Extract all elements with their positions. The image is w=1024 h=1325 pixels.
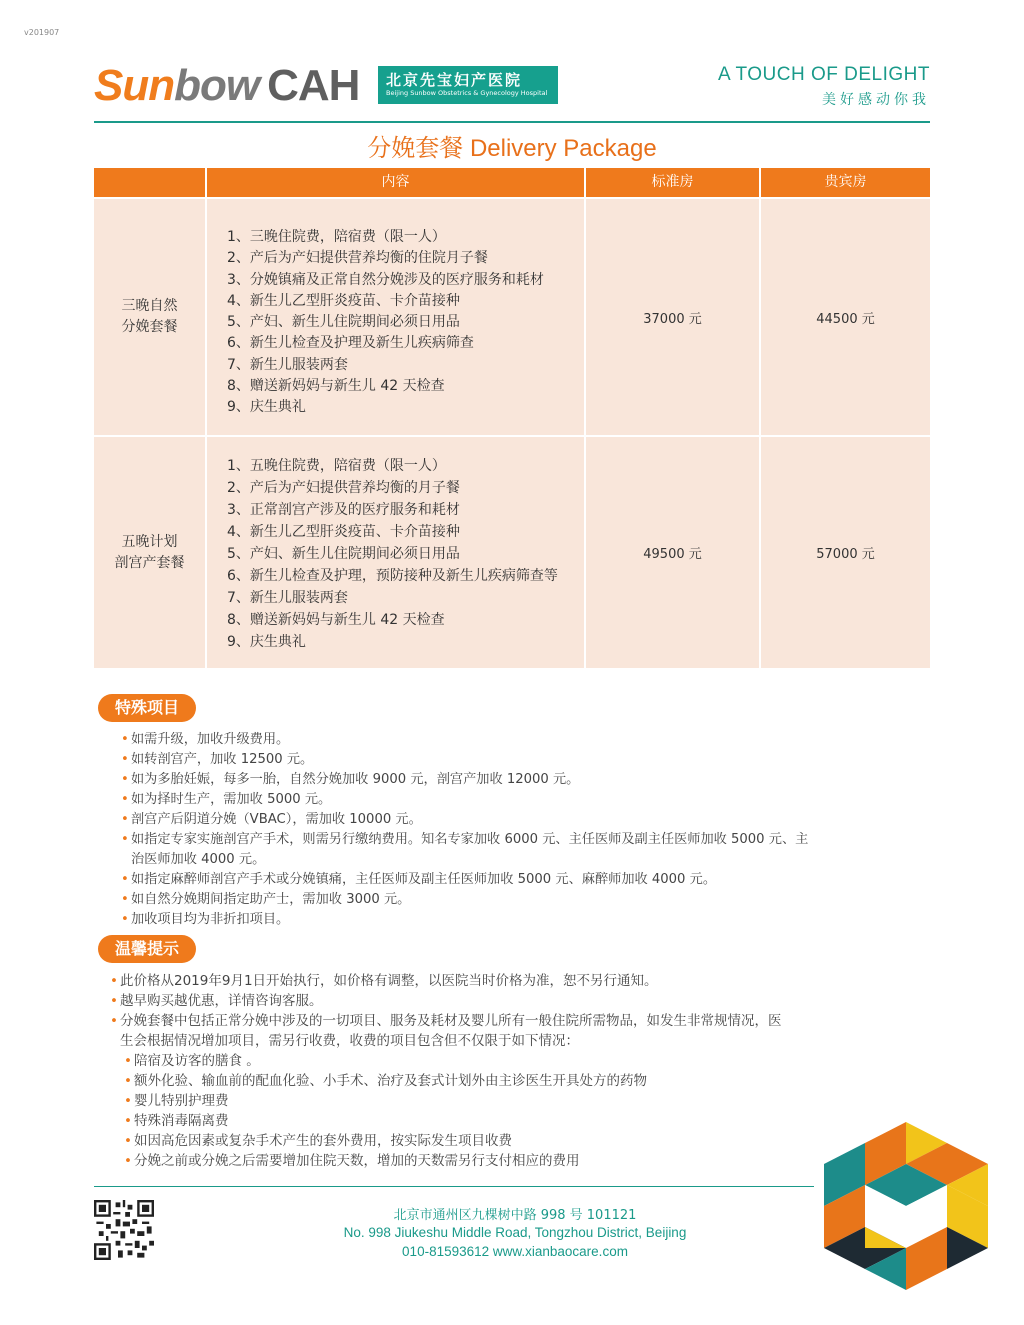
list-item: • 如指定麻醉师剖宫产手术或分娩镇痛，主任医师及副主任医师加收 5000 元、麻醉师加收 4000 元。 (121, 870, 911, 890)
list-item: 9、庆生典礼 (227, 634, 306, 650)
list-item: 1、五晚住院费，陪宿费（限一人） (227, 458, 446, 474)
list-item-text: 此价格从2019年9月1日开始执行，如价格有调整，以医院当时价格为准，恕不另行通知。 (120, 973, 658, 989)
tagline-cn: 美好感动你我 (822, 92, 930, 108)
price-vip: 44500 元 (761, 199, 930, 435)
list-item: • 陪宿及访客的膳食 。 (124, 1053, 260, 1069)
header-vip: 贵宾房 (761, 168, 930, 197)
table-row-name (94, 437, 205, 668)
list-item-text: 越早购买越优惠，详情咨询客服。 (120, 993, 323, 1009)
footer-rule (94, 1186, 814, 1187)
list-item-text: 如需升级，加收升级费用。 (131, 732, 290, 747)
list-item: • 如转剖宫产，加收 12500 元。 (121, 750, 911, 770)
list-item: 3、正常剖宫产涉及的医疗服务和耗材 (227, 502, 460, 518)
logo-bow: bow (174, 61, 260, 110)
list-item: • 如为多胎妊娠，每多一胎，自然分娩加收 9000 元，剖宫产加收 12000 元。 (121, 770, 911, 790)
list-item: 7、新生儿服装两套 (227, 590, 348, 606)
list-item: 5、产妇、新生儿住院期间必须日用品 (227, 314, 460, 331)
list-item: • 分娩之前或分娩之后需要增加住院天数，增加的天数需另行支付相应的费用 (124, 1153, 580, 1169)
list-item: • 额外化验、输血前的配血化验、小手术、治疗及套式计划外由主诊医生开具处方的药物 (124, 1073, 647, 1089)
list-item-text: 如指定麻醉师剖宫产手术或分娩镇痛，主任医师及副主任医师加收 5000 元、麻醉师加收 4000 元。 (131, 872, 717, 887)
list-item-text: 分娩套餐中包括正常分娩中涉及的一切项目、服务及耗材及婴儿所有一般住院所需物品，如发生非常规情况，医 (120, 1013, 782, 1029)
list-item-text: 如转剖宫产，加收 12500 元。 (131, 752, 314, 767)
list-item: 5、产妇、新生儿住院期间必须日用品 (227, 546, 460, 562)
list-item: • 如因高危因素或复杂手术产生的套外费用，按实际发生项目收费 (124, 1133, 512, 1149)
list-item-text: 生会根据情况增加项目，需另行收费，收费的项目包含但不仅限于如下情况： (120, 1033, 579, 1049)
list-item: 9、庆生典礼 (227, 399, 306, 416)
header-blank (94, 168, 205, 197)
logo-cah: CAH (267, 61, 360, 110)
list-item: • 此价格从2019年9月1日开始执行，如价格有调整，以医院当时价格为准，恕不另行通知。 (110, 973, 658, 989)
header-standard: 标准房 (586, 168, 759, 197)
logo-name-box (378, 66, 558, 104)
decorative-hexagon-icon (824, 1122, 988, 1290)
list-item: • 越早购买越优惠，详情咨询客服。 (110, 993, 323, 1009)
contact-info: 010-81593612 www.xianbaocare.com (402, 1244, 628, 1259)
list-item-text: 婴儿特别护理费 (134, 1093, 229, 1109)
list-item-text: 治医师加收 4000 元。 (131, 852, 266, 867)
list-item: • 如指定专家实施剖宫产手术，则需另行缴纳费用。知名专家加收 6000 元、主任医师及副主任医师加收 5000 元、主 (121, 830, 911, 850)
list-item: • 特殊消毒隔离费 (124, 1113, 229, 1129)
list-item: • 剖宫产后阴道分娩（VBAC），需加收 10000 元。 (121, 810, 911, 830)
list-item (121, 850, 911, 870)
logo-cn-name: 北京先宝妇产医院 (386, 71, 523, 89)
list-item: • 如需升级，加收升级费用。 (121, 730, 911, 750)
tips-list (110, 971, 910, 1171)
list-item: • 如自然分娩期间指定助产士，需加收 3000 元。 (121, 890, 911, 910)
list-item-text: 如因高危因素或复杂手术产生的套外费用，按实际发生项目收费 (134, 1133, 512, 1149)
list-item: 8、赠送新妈妈与新生儿 42 天检查 (227, 378, 445, 395)
list-item-text: 如指定专家实施剖宫产手术，则需另行缴纳费用。知名专家加收 6000 元、主任医师及副主任医师加收 5000 元、主 (131, 832, 809, 847)
price-standard: 49500 元 (586, 437, 759, 668)
table-row-name (94, 199, 205, 435)
list-item: 7、新生儿服装两套 (227, 356, 348, 373)
list-item: • 婴儿特别护理费 (124, 1093, 229, 1109)
row-name-line: 分娩套餐 (121, 319, 178, 335)
version-code: v201907 (24, 28, 60, 37)
list-item: 2、产后为产妇提供营养均衡的住院月子餐 (227, 250, 488, 267)
list-item: 8、赠送新妈妈与新生儿 42 天检查 (227, 612, 445, 628)
tips-sublist (110, 1051, 910, 1171)
row-name-line: 五晚计划 (121, 533, 178, 550)
list-item: 2、产后为产妇提供营养均衡的月子餐 (227, 480, 460, 496)
price-standard: 37000 元 (586, 199, 759, 435)
list-item-text: 剖宫产后阴道分娩（VBAC），需加收 10000 元。 (131, 812, 422, 827)
header-content: 内容 (207, 168, 584, 197)
list-item-text: 如自然分娩期间指定助产士，需加收 3000 元。 (131, 892, 411, 907)
page-title: 分娩套餐 Delivery Package (367, 135, 657, 162)
list-item (110, 1031, 910, 1051)
list-item-text: 额外化验、输血前的配血化验、小手术、治疗及套式计划外由主诊医生开具处方的药物 (134, 1073, 647, 1089)
price-vip: 57000 元 (761, 437, 930, 668)
special-items-label: 特殊项目 (98, 694, 196, 722)
table-row-items (207, 199, 584, 435)
tips-label: 温馨提示 (98, 935, 196, 963)
list-item: 6、新生儿检查及护理，预防接种及新生儿疾病筛查等 (227, 568, 558, 584)
row-name-line: 剖宫产套餐 (114, 554, 185, 571)
address-en: No. 998 Jiukeshu Middle Road, Tongzhou District, Beijing (343, 1225, 687, 1240)
package-table (94, 168, 930, 668)
list-item-text: 如为多胎妊娠，每多一胎，自然分娩加收 9000 元，剖宫产加收 12000 元。 (131, 772, 580, 787)
list-item: 1、三晚住院费，陪宿费（限一人） (227, 229, 446, 245)
qr-code-icon (94, 1200, 154, 1260)
list-item: 4、新生儿乙型肝炎疫苗、卡介苗接种 (227, 524, 460, 540)
list-item-text: 分娩之前或分娩之后需要增加住院天数，增加的天数需另行支付相应的费用 (134, 1153, 580, 1169)
logo-en-name: Beijing Sunbow Obstetrics & Gynecology Hospital (386, 89, 548, 97)
list-item: 3、分娩镇痛及正常自然分娩涉及的医疗服务和耗材 (227, 271, 544, 288)
list-item: • 如为择时生产，需加收 5000 元。 (121, 790, 911, 810)
logo-sun: Sun (94, 61, 175, 110)
special-items-list (121, 730, 911, 930)
list-item: 4、新生儿乙型肝炎疫苗、卡介苗接种 (227, 292, 460, 309)
header-rule (94, 121, 930, 123)
address-cn: 北京市通州区九棵树中路 998 号 101121 (393, 1208, 637, 1223)
list-item-text: 如为择时生产，需加收 5000 元。 (131, 792, 332, 807)
table-row-items (207, 437, 584, 668)
list-item-text: 陪宿及访客的膳食 。 (134, 1053, 260, 1069)
list-item: • 分娩套餐中包括正常分娩中涉及的一切项目、服务及耗材及婴儿所有一般住院所需物品，如发生非常规情况，医 (110, 1013, 782, 1029)
list-item: • 加收项目均为非折扣项目。 (121, 910, 911, 930)
row-name-line: 三晚自然 (121, 298, 178, 314)
tagline-en: A TOUCH OF DELIGHT (717, 64, 930, 85)
list-item-text: 加收项目均为非折扣项目。 (131, 912, 290, 927)
list-item-text: 特殊消毒隔离费 (134, 1113, 229, 1129)
list-item: 6、新生儿检查及护理及新生儿疾病筛查 (227, 335, 474, 352)
hospital-logo (94, 60, 359, 112)
